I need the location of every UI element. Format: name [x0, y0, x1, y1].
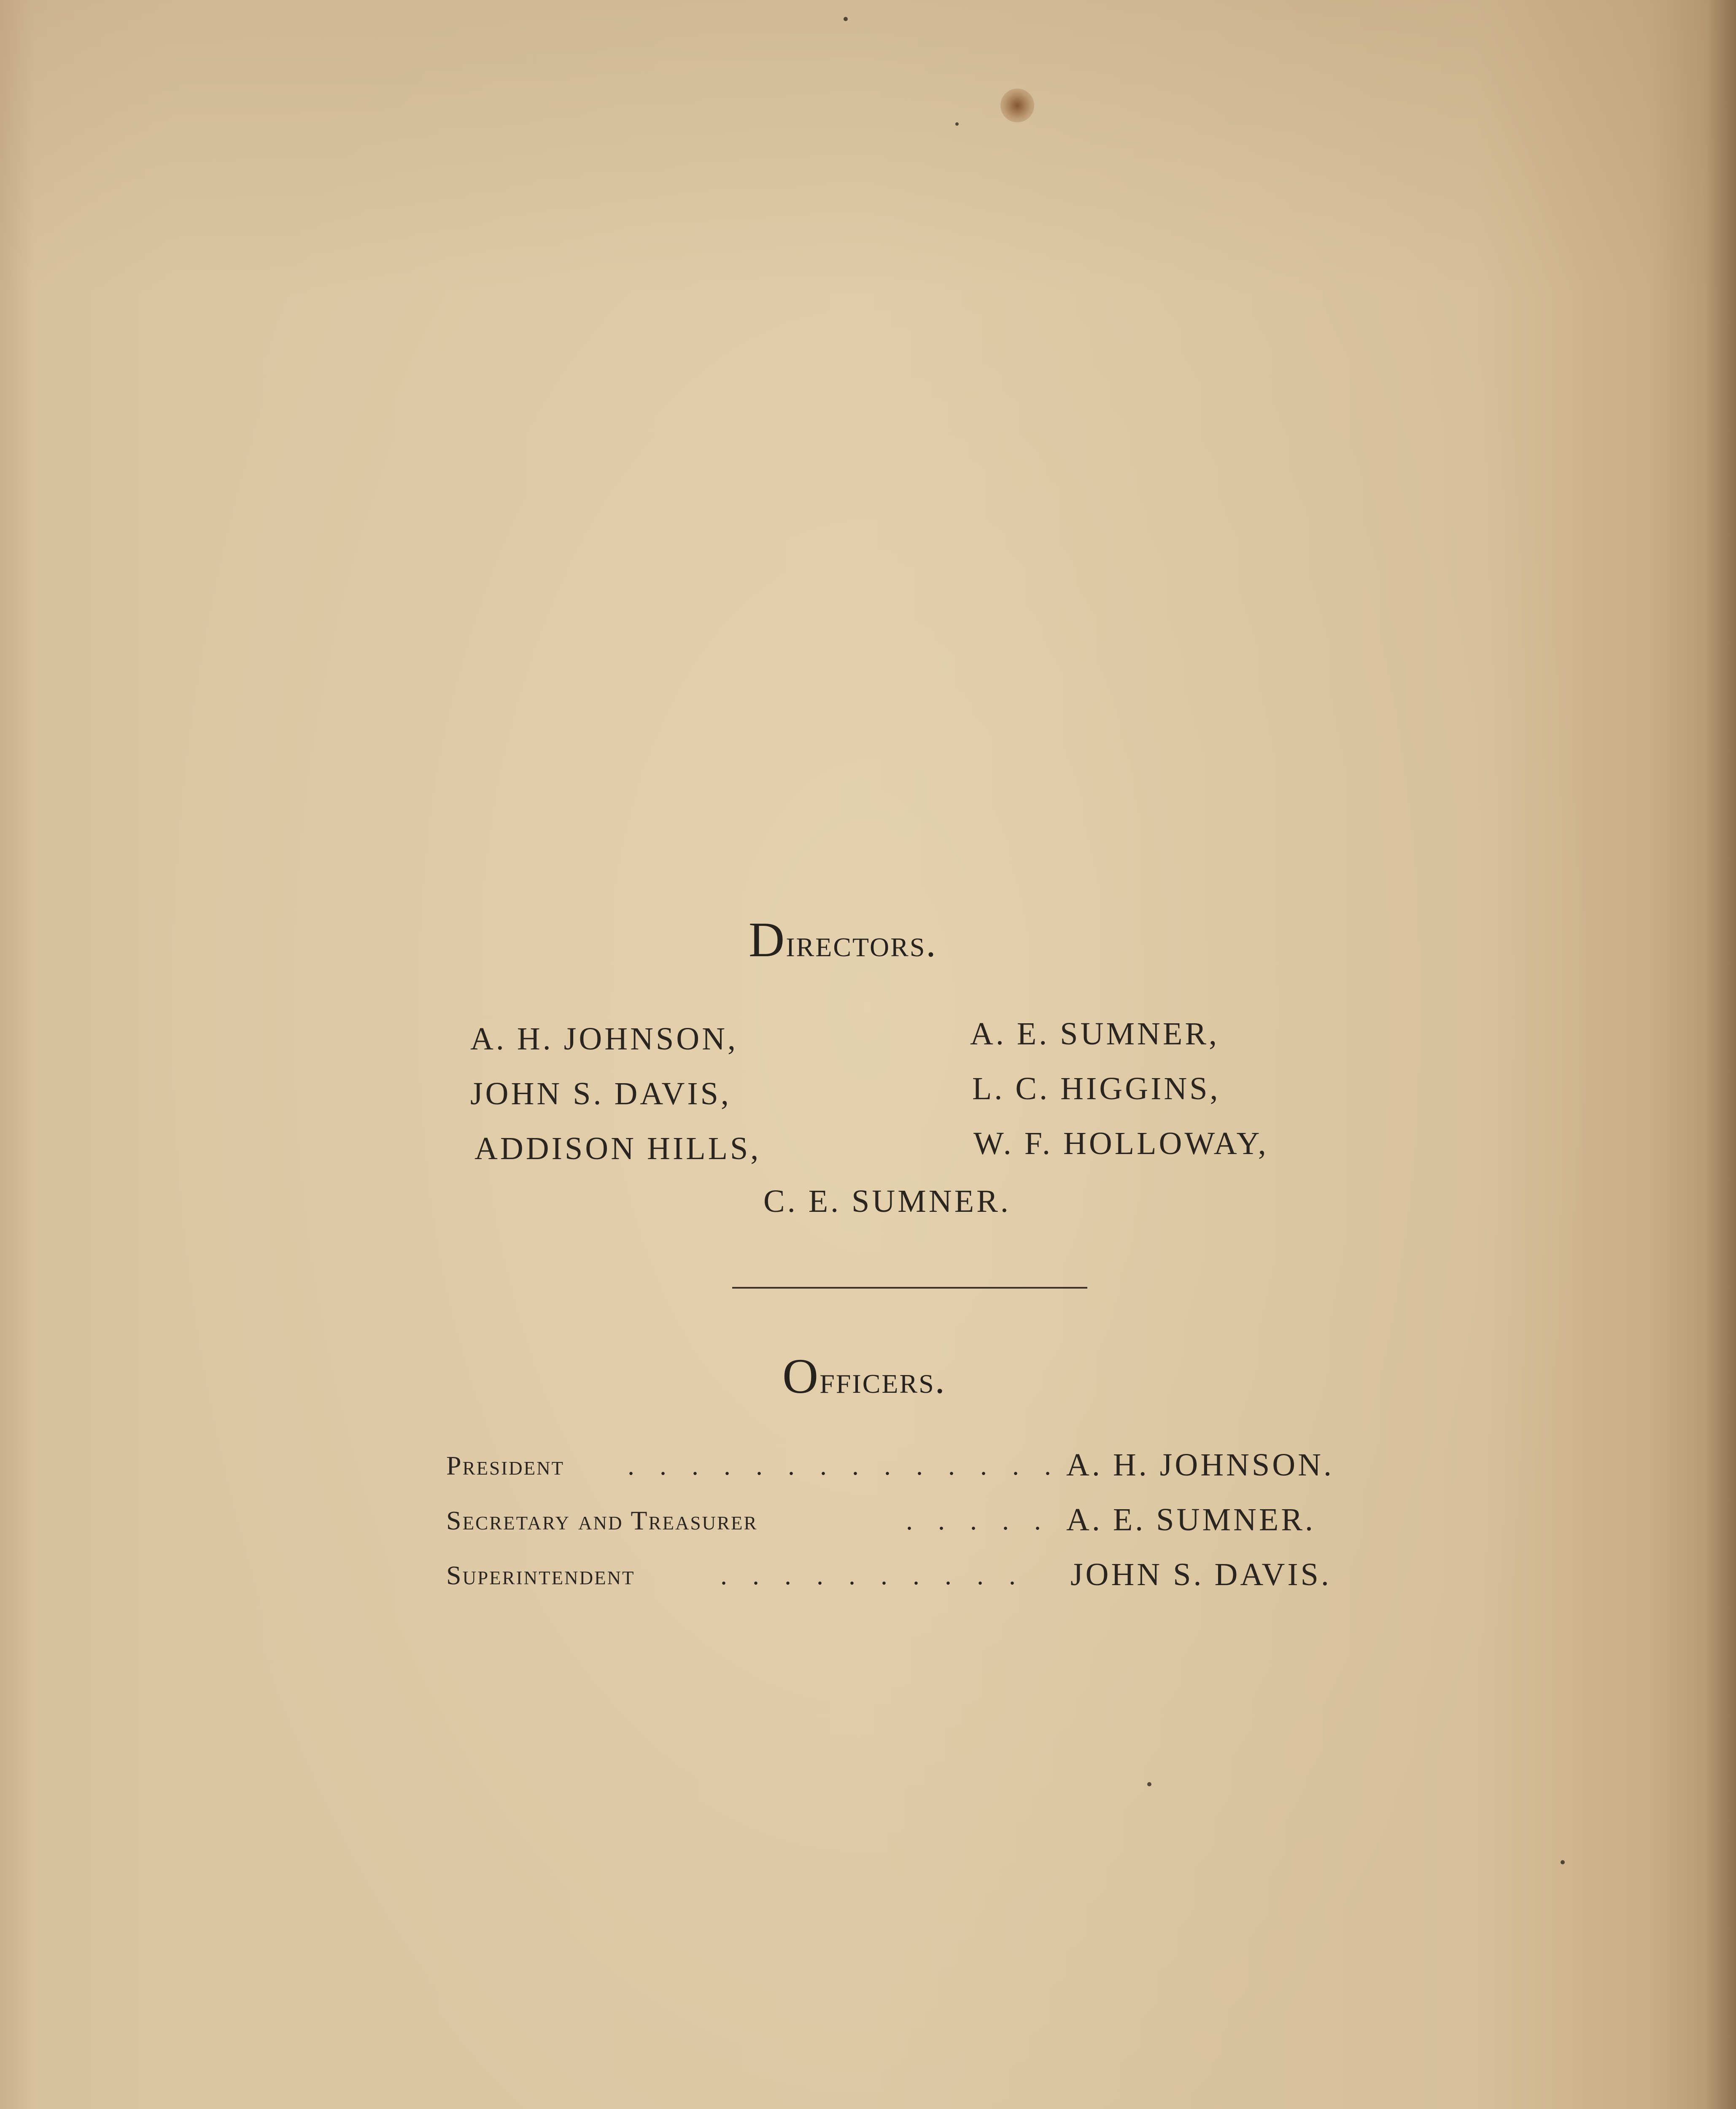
officer-name: A. E. SUMNER.: [1066, 1502, 1316, 1537]
dot-leader: . . . . .: [906, 1505, 1050, 1535]
officer-name: A. H. JOHNSON.: [1066, 1447, 1334, 1483]
paper-right-edge: [1706, 0, 1736, 2109]
director-name: JOHN S. DAVIS,: [470, 1076, 731, 1111]
dot-leader: . . . . . . . . . . . . . .: [628, 1451, 1060, 1481]
paper-shading-top: [0, 0, 1736, 295]
office-title: Superintendent: [446, 1560, 635, 1590]
dot-leader: . . . . . . . . . .: [720, 1560, 1025, 1590]
officer-row: [446, 1556, 1366, 1599]
officer-row: [446, 1502, 1366, 1544]
director-name: C. E. SUMNER.: [763, 1184, 1011, 1219]
director-name: A. E. SUMNER,: [970, 1016, 1220, 1052]
officer-name: JOHN S. DAVIS.: [1070, 1557, 1332, 1592]
director-name: A. H. JOHNSON,: [470, 1021, 739, 1057]
paper-speck: [844, 17, 848, 21]
paper-speck: [1147, 1782, 1151, 1786]
director-name: L. C. HIGGINS,: [972, 1071, 1221, 1106]
director-name: W. F. HOLLOWAY,: [973, 1126, 1269, 1161]
paper-speck: [1561, 1860, 1565, 1864]
directors-heading: Directors.: [749, 912, 937, 967]
office-title: President: [446, 1451, 565, 1481]
section-divider: [732, 1287, 1087, 1289]
paper-speck: [955, 122, 959, 126]
officers-heading: Officers.: [782, 1348, 946, 1404]
officer-row: [446, 1447, 1366, 1489]
paper-stain: [1000, 89, 1034, 122]
office-title: Secretary and Treasurer: [446, 1505, 758, 1535]
director-name: ADDISON HILLS,: [474, 1131, 761, 1166]
